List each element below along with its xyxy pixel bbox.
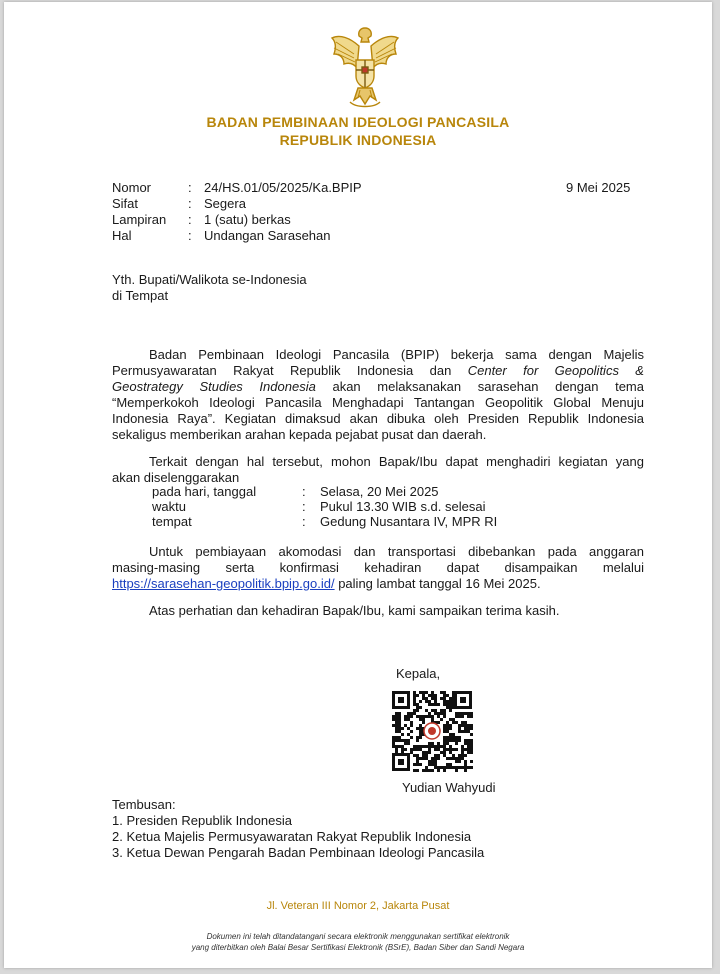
- meta-colon: :: [188, 196, 192, 211]
- paragraph-line: Indonesia Raya”. Kegiatan dimaksud akan dibuka oleh Presiden Republik Indonesia: [112, 411, 644, 426]
- paragraph-line: [112, 379, 644, 395]
- cc-item: 2. Ketua Majelis Permusyawaratan Rakyat Republik Indonesia: [112, 829, 472, 844]
- paragraph-closing: Atas perhatian dan kehadiran Bapak/Ibu, kami sampaikan terima kasih.: [149, 603, 560, 618]
- paragraph-line: sekaligus memberikan arahan kepada pejabat pusat dan daerah.: [112, 427, 487, 442]
- meta-colon: :: [188, 180, 192, 195]
- detail-value: Selasa, 20 Mei 2025: [320, 484, 439, 499]
- letter-date: 9 Mei 2025: [566, 180, 631, 195]
- letter-page: [4, 2, 712, 968]
- cc-item: 1. Presiden Republik Indonesia: [112, 813, 292, 828]
- addressee-line: di Tempat: [112, 288, 169, 303]
- meta-value: Segera: [204, 196, 246, 211]
- text-run: Permusyawaratan Rakyat Republik Indonesia dan: [112, 363, 452, 378]
- registration-link[interactable]: https://sarasehan-geopolitik.bpip.go.id/: [112, 576, 335, 591]
- text-run: paling lambat tanggal 16 Mei 2025.: [334, 576, 541, 591]
- detail-colon: :: [302, 514, 306, 529]
- paragraph-line: Untuk pembiayaan akomodasi dan transportasi dibebankan pada anggaran: [149, 544, 644, 559]
- paragraph-line: [112, 363, 644, 379]
- signature-title: Kepala,: [396, 666, 441, 681]
- meta-value: 1 (satu) berkas: [204, 212, 291, 227]
- footer-note-line: yang diterbitkan oleh Balai Besar Sertifikasi Elektronik (BSrE), Badan Siber dan Sandi Negara: [191, 943, 525, 952]
- cc-item: 3. Ketua Dewan Pengarah Badan Pembinaan Ideologi Pancasila: [112, 845, 485, 860]
- text-run-italic: Geostrategy Studies Indonesia: [112, 379, 316, 394]
- cc-list: [112, 797, 484, 861]
- paragraph-line: “Memperkokoh Ideologi Pancasila Menghadapi Tantangan Geopolitik Global Menuju: [112, 395, 644, 410]
- cc-heading: Tembusan:: [112, 797, 176, 812]
- paragraph-registration: [112, 544, 644, 592]
- meta-label: Nomor: [112, 180, 152, 195]
- org-name-line1: BADAN PEMBINAAN IDEOLOGI PANCASILA: [206, 114, 510, 130]
- footer-address: Jl. Veteran III Nomor 2, Jakarta Pusat: [266, 900, 450, 912]
- meta-label: Sifat: [112, 196, 139, 211]
- paragraph-line: [112, 576, 644, 592]
- paragraph-line: masing-masing serta konfirmasi kehadiran dapat disampaikan melalui: [112, 560, 644, 575]
- meta-colon: :: [188, 212, 192, 227]
- detail-label: waktu: [152, 499, 186, 514]
- paragraph-intro: [112, 347, 644, 443]
- paragraph-line: Badan Pembinaan Ideologi Pancasila (BPIP) bekerja sama dengan Majelis: [149, 347, 644, 362]
- org-name-line2: REPUBLIK INDONESIA: [279, 132, 437, 148]
- signature-qr-code-icon: [390, 689, 474, 773]
- meta-label: Lampiran: [112, 212, 167, 227]
- text-run: akan melaksanakan sarasehan dengan tema: [332, 379, 644, 394]
- detail-colon: :: [302, 499, 306, 514]
- paragraph-line: Terkait dengan hal tersebut, mohon Bapak/Ibu dapat menghadiri kegiatan yang: [149, 454, 644, 469]
- footer-note-line: Dokumen ini telah ditandatangani secara elektronik menggunakan sertifikat elektronik: [206, 932, 510, 941]
- meta-value: Undangan Sarasehan: [204, 228, 331, 243]
- garuda-emblem-icon: [326, 24, 404, 110]
- detail-label: tempat: [152, 514, 192, 529]
- detail-value: Gedung Nusantara IV, MPR RI: [320, 514, 498, 529]
- paragraph-request: [112, 454, 644, 486]
- addressee-line: Yth. Bupati/Walikota se-Indonesia: [112, 272, 307, 287]
- text-run-italic: Center for Geopolitics &: [467, 363, 644, 378]
- meta-value: 24/HS.01/05/2025/Ka.BPIP: [204, 180, 362, 195]
- meta-label: Hal: [112, 228, 132, 243]
- detail-colon: :: [302, 484, 306, 499]
- addressee: [112, 272, 307, 304]
- detail-value: Pukul 13.30 WIB s.d. selesai: [320, 499, 486, 514]
- meta-colon: :: [188, 228, 192, 243]
- signer-name: Yudian Wahyudi: [402, 780, 496, 795]
- paragraph-line: akan diselenggarakan: [112, 470, 240, 485]
- detail-label: pada hari, tanggal: [152, 484, 257, 499]
